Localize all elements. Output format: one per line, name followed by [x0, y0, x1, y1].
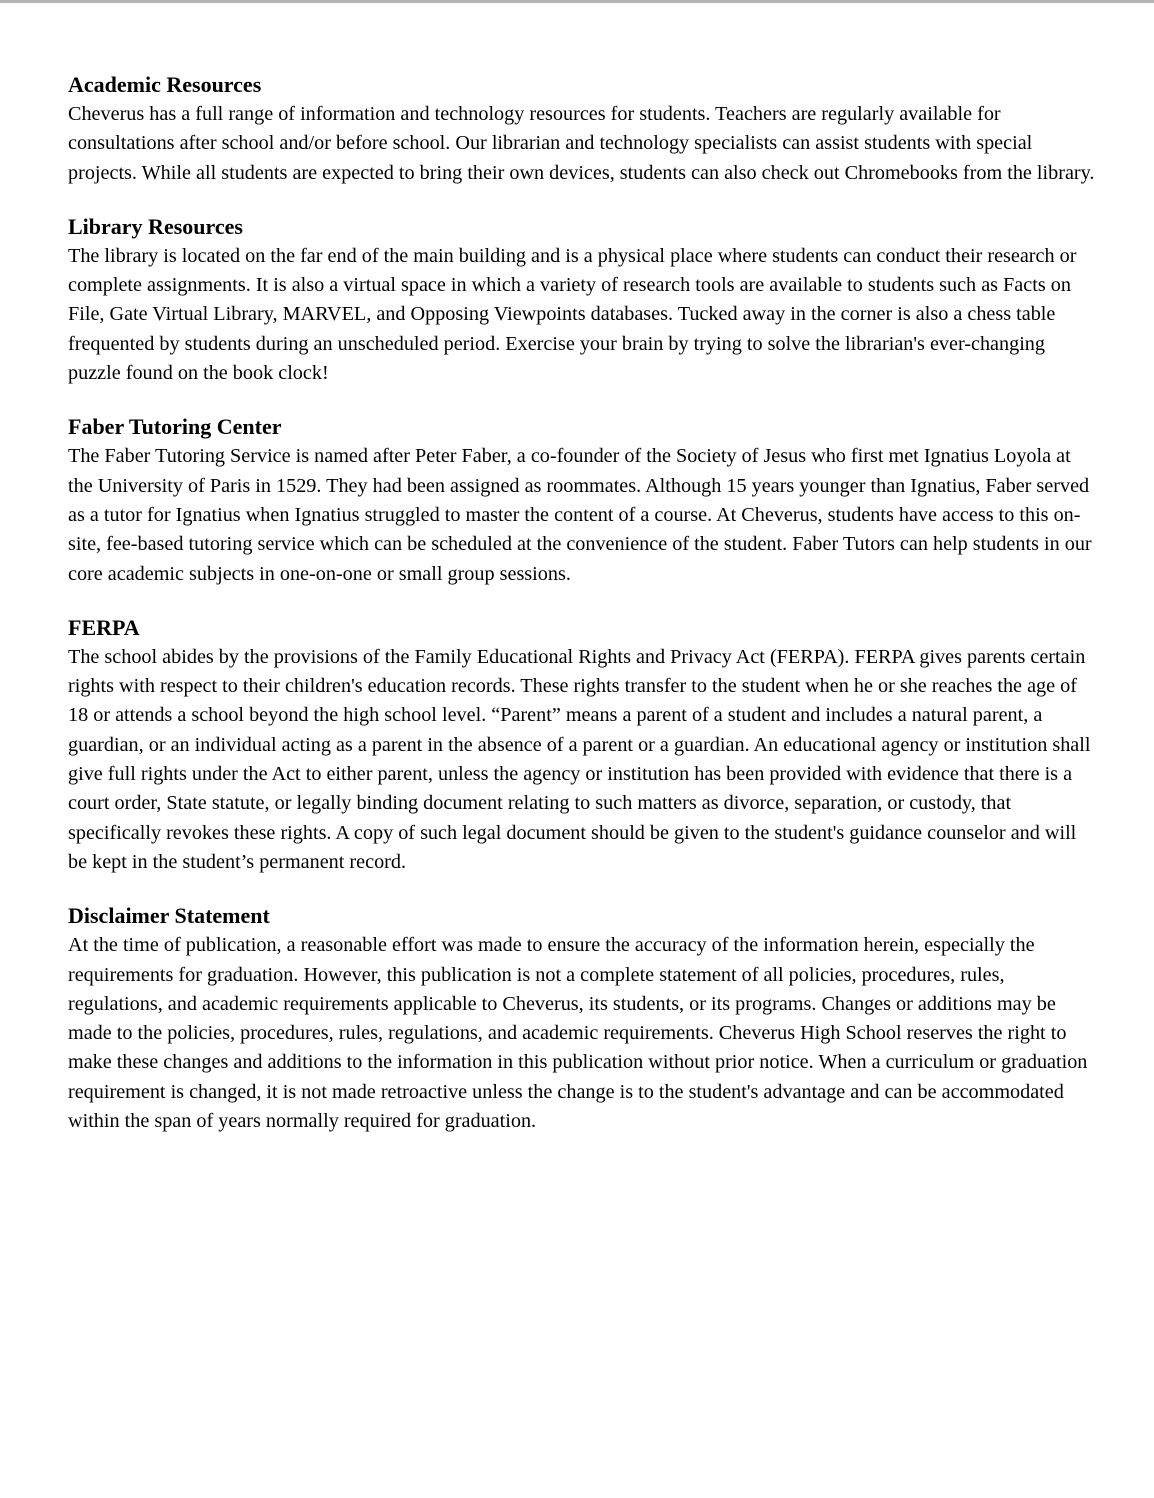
section-ferpa [68, 613, 1098, 877]
section-library-resources [68, 212, 1098, 388]
section-heading: Library Resources [68, 213, 243, 239]
section-heading: Faber Tutoring Center [68, 414, 282, 440]
section-disclaimer-statement [68, 901, 1098, 1136]
document-page [68, 70, 1098, 1160]
section-heading: Disclaimer Statement [68, 903, 270, 929]
section-heading: FERPA [68, 614, 140, 640]
section-heading: Academic Resources [68, 72, 262, 97]
section-body: The Faber Tutoring Service is named after Peter Faber, a co-founder of the Society of Jesus who first met Ignatius Loyola at the University of Paris in 1529. They had been assigned as roommates. Although 15 years younger than Ignatius, Faber served as a tutor for Ignatius when Ignatius struggled to master the content of a course. At Cheverus, students have access to this on-site, fee-based tutoring service which can be scheduled at the convenience of the student. Faber Tutors can help students in our core academic subjects in one-on-one or small group sessions. [68, 445, 1092, 585]
section-body: At the time of publication, a reasonable effort was made to ensure the accuracy of the information herein, especially the requirements for graduation. However, this publication is not a complete statement of all policies, procedures, rules, regulations, and academic requirements applicable to Cheverus, its students, or its programs. Changes or additions may be made to the policies, procedures, rules, regulations, and academic requirements. Cheverus High School reserves the right to make these changes and additions to the information in this publication without prior notice. When a curriculum or graduation requirement is changed, it is not made retroactive unless the change is to the student's advantage and can be accommodated within the span of years normally required for graduation. [68, 934, 1088, 1133]
section-body: The library is located on the far end of the main building and is a physical place where students can conduct their research or complete assignments. It is also a virtual space in which a variety of research tools are available to students such as Facts on File, Gate Virtual Library, MARVEL, and Opposing Viewpoints databases. Tucked away in the corner is also a chess table frequented by students during an unscheduled period. Exercise your brain by trying to solve the librarian's ever-changing puzzle found on the book clock! [68, 244, 1077, 385]
page-top-border [0, 0, 1154, 3]
section-academic-resources [68, 70, 1098, 188]
section-body: The school abides by the provisions of the Family Educational Rights and Privacy Act (FERPA). FERPA gives parents certain rights with respect to their children's education records. These rights transfer to the student when he or she reaches the age of 18 or attends a school beyond the high school level. “Parent” means a parent of a student and includes a natural parent, a guardian, or an individual acting as a parent in the absence of a parent or a guardian. An educational agency or institution shall give full rights under the Act to either parent, unless the agency or institution has been provided with evidence that there is a court order, State statute, or legally binding document relating to such matters as divorce, separation, or custody, that specifically revokes these rights. A copy of such legal document should be given to the student's guidance counselor and will be kept in the student’s permanent record. [68, 645, 1091, 873]
section-faber-tutoring-center [68, 412, 1098, 588]
section-body: Cheverus has a full range of information and technology resources for students. Teachers are regularly available for consultations after school and/or before school. Our librarian and technology specialists can assist students with special projects. While all students are expected to bring their own devices, students can also check out Chromebooks from the library. [68, 103, 1095, 184]
